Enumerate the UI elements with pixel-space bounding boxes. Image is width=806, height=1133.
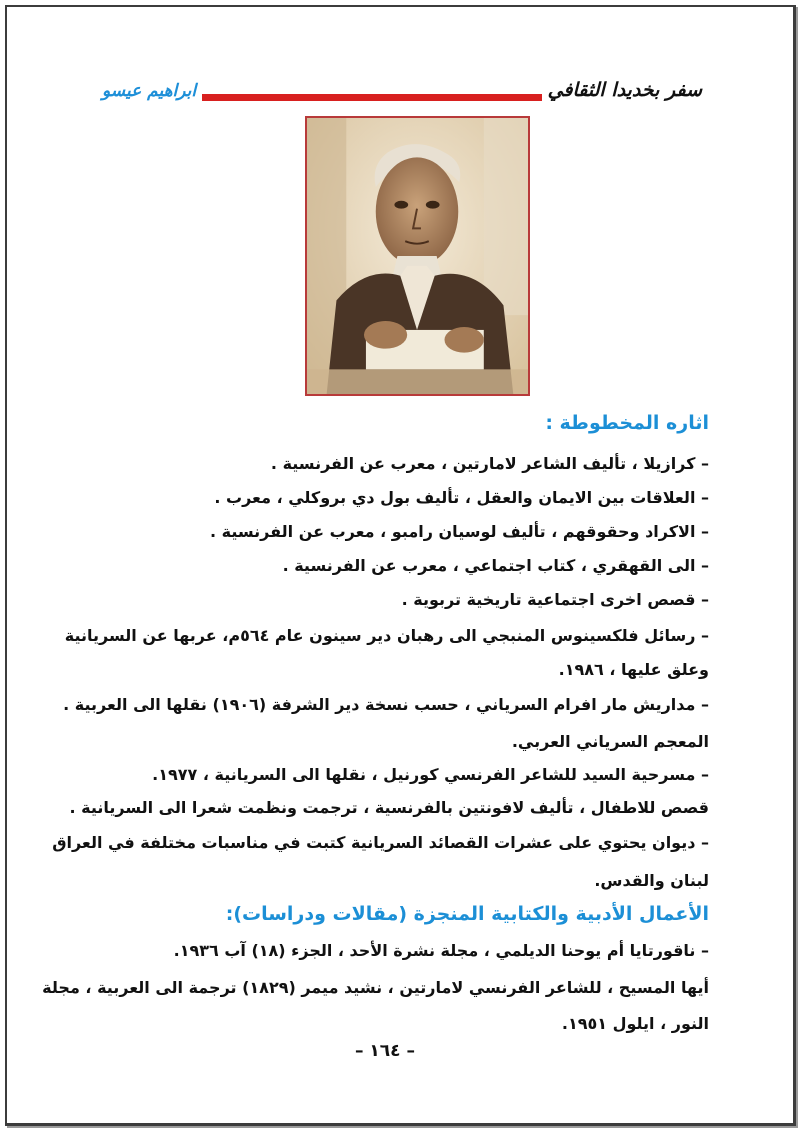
section-heading-manuscripts: اثاره المخطوطة : xyxy=(545,412,709,434)
portrait-image xyxy=(307,118,528,394)
list-item: قصص للاطفال ، تأليف لافونتين بالفرنسية ، ترجمت ونظمت شعرا الى السريانية . xyxy=(69,798,709,817)
list-item-continuation: وعلق عليها ، ١٩٨٦. xyxy=(558,660,709,679)
list-item: المعجم السرياني العربي. xyxy=(511,732,709,751)
list-item: – مسرحية السيد للشاعر الفرنسي كورنيل ، نقلها الى السريانية ، ١٩٧٧. xyxy=(152,765,709,784)
list-item: – الى القهقري ، كتاب اجتماعي ، معرب عن الفرنسية . xyxy=(282,556,709,575)
list-item: – رسائل فلكسينوس المنبجي الى رهبان دير سينون عام ٥٦٤م، عربها عن السريانية xyxy=(64,626,709,645)
list-item: – ديوان يحتوي على عشرات القصائد السريانية كتبت في مناسبات مختلفة في العراق xyxy=(52,833,709,852)
list-item: – ناقورتايا أم يوحنا الديلمي ، مجلة نشرة الأحد ، الجزء (١٨) آب ١٩٣٦. xyxy=(173,941,709,960)
list-item-continuation: النور ، ايلول ١٩٥١. xyxy=(561,1014,709,1033)
list-item: – قصص اخرى اجتماعية تاريخية تربوية . xyxy=(401,590,709,609)
list-item: – مداريش مار افرام السرياني ، حسب نسخة دير الشرفة (١٩٠٦) نقلها الى العربية . xyxy=(63,695,709,714)
list-item-continuation: لبنان والقدس. xyxy=(594,871,709,890)
section-heading-works: الأعمال الأدبية والكتابية المنجزة (مقالات ودراسات): xyxy=(225,903,709,925)
list-item: – كرازيلا ، تأليف الشاعر لامارتين ، معرب عن الفرنسية . xyxy=(270,454,709,473)
list-item: – العلاقات بين الايمان والعقل ، تأليف بول دي بروكلي ، معرب . xyxy=(214,488,709,507)
header-author: ابراهيم عيسو xyxy=(96,79,202,103)
header-title: سفر بخديدا الثقافي xyxy=(542,77,708,103)
portrait-photo xyxy=(305,116,530,396)
page-number: – ١٦٤ – xyxy=(355,1041,415,1061)
list-item: أيها المسيح ، للشاعر الفرنسي لامارتين ، نشيد ميمر (١٨٢٩) ترجمة الى العربية ، مجلة xyxy=(42,978,709,997)
list-item: – الاكراد وحقوقهم ، تأليف لوسيان رامبو ، معرب عن الفرنسية . xyxy=(210,522,709,541)
